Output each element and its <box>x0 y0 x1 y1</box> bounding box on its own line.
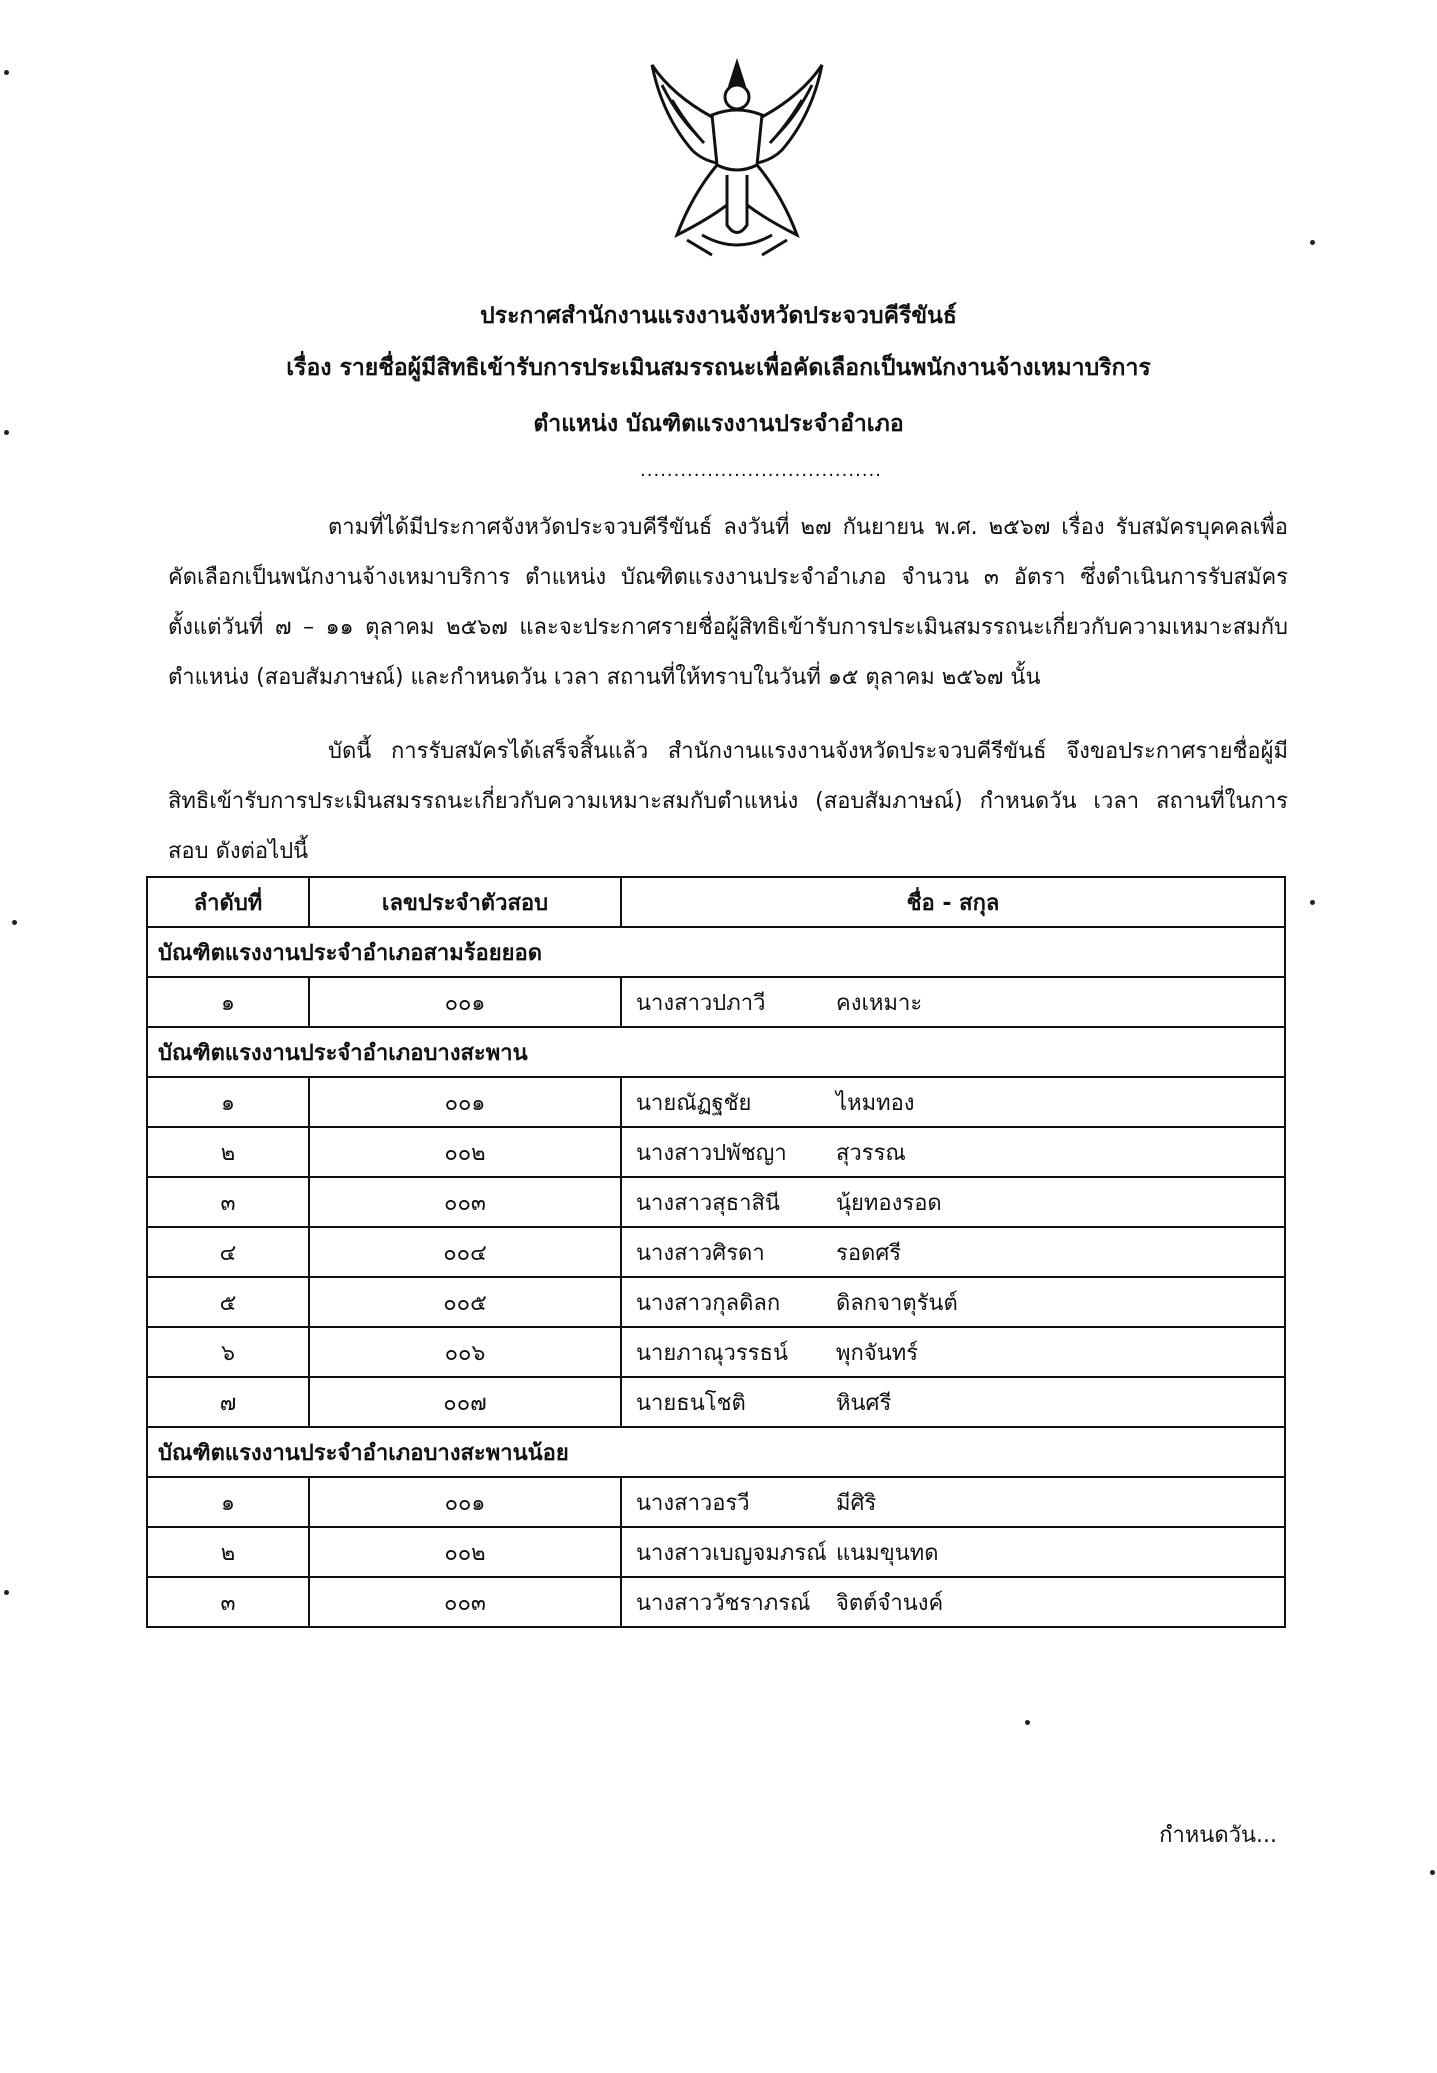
scan-speck <box>1025 1720 1030 1725</box>
table-row <box>147 1127 1285 1177</box>
candidate-last-name: มีศิริ <box>836 1490 877 1516</box>
table-row <box>147 1177 1285 1227</box>
candidate-first-name: นางสาวอรวี <box>636 1490 750 1516</box>
candidate-last-name: แนมขุนทด <box>836 1540 939 1566</box>
candidate-last-name: รอดศรี <box>836 1240 902 1266</box>
cell-order: ๔ <box>147 1227 309 1277</box>
candidate-first-name: นางสาวเบญจมภรณ์ <box>636 1540 827 1566</box>
cell-exam-id: ๐๐๒ <box>309 1127 621 1177</box>
continuation-note: กำหนดวัน... <box>1159 1823 1277 1848</box>
cell-order: ๓ <box>147 1577 309 1627</box>
cell-exam-id: ๐๐๗ <box>309 1377 621 1427</box>
candidate-first-name: นางสาวกุลดิลก <box>636 1290 781 1316</box>
cell-order: ๕ <box>147 1277 309 1327</box>
col-header-exam-id: เลขประจำตัวสอบ <box>309 877 621 927</box>
cell-name <box>621 1077 1285 1127</box>
section-title: บัณฑิตแรงงานประจำอำเภอบางสะพานน้อย <box>147 1427 1285 1477</box>
scan-speck <box>12 920 17 925</box>
candidate-first-name: นายภาณุวรรธน์ <box>636 1340 789 1366</box>
cell-exam-id: ๐๐๖ <box>309 1327 621 1377</box>
cell-order: ๗ <box>147 1377 309 1427</box>
scan-speck <box>1310 240 1315 245</box>
section-row <box>147 1027 1285 1077</box>
candidate-first-name: นายณัฏฐชัย <box>636 1090 752 1116</box>
cell-name <box>621 1127 1285 1177</box>
cell-exam-id: ๐๐๓ <box>309 1577 621 1627</box>
announcement-position: ตำแหน่ง บัณฑิตแรงงานประจำอำเภอ <box>533 411 904 437</box>
cell-name <box>621 1227 1285 1277</box>
candidate-last-name: พุกจันทร์ <box>836 1340 919 1366</box>
candidate-last-name: ดิลกจาตุรันต์ <box>836 1290 958 1316</box>
candidate-last-name: จิตต์จำนงค์ <box>836 1590 944 1616</box>
scan-speck <box>1310 900 1315 905</box>
table-row <box>147 1527 1285 1577</box>
candidate-last-name: คงเหมาะ <box>836 990 923 1016</box>
cell-name <box>621 1277 1285 1327</box>
cell-exam-id: ๐๐๕ <box>309 1277 621 1327</box>
cell-order: ๒ <box>147 1127 309 1177</box>
candidate-last-name: ไหมทอง <box>836 1090 915 1116</box>
scan-speck <box>4 430 9 435</box>
candidate-first-name: นางสาวปพัชญา <box>636 1140 787 1166</box>
cell-exam-id: ๐๐๑ <box>309 977 621 1027</box>
paragraph-announcement-text: บัดนี้ การรับสมัครได้เสร็จสิ้นแล้ว สำนักงานแรงงานจังหวัดประจวบคีรีขันธ์ จึงขอประกาศรายชื่อผู้มีสิทธิเข้ารับการประเมินสมรรถนะเกี่ยวกับความเหมาะสมกับตำแหน่ง (สอบสัมภาษณ์) กำหนดวัน เวลา สถานที่ในการสอบ ดังต่อไปนี้ <box>168 739 1288 864</box>
cell-name <box>621 1477 1285 1527</box>
candidate-first-name: นางสาวสุธาสินี <box>636 1190 780 1216</box>
scan-speck <box>4 70 9 75</box>
table-row <box>147 1577 1285 1627</box>
scan-speck <box>4 1590 9 1595</box>
table-header-row <box>147 877 1285 927</box>
title-separator: .................................... <box>640 460 882 481</box>
section-title: บัณฑิตแรงงานประจำอำเภอสามร้อยยอด <box>147 927 1285 977</box>
table-row <box>147 1277 1285 1327</box>
announcement-subject: เรื่อง รายชื่อผู้มีสิทธิเข้ารับการประเมินสมรรถนะเพื่อคัดเลือกเป็นพนักงานจ้างเหมาบริการ <box>286 355 1151 381</box>
cell-exam-id: ๐๐๑ <box>309 1477 621 1527</box>
candidate-last-name: นุ้ยทองรอด <box>836 1190 942 1216</box>
garuda-emblem-icon <box>632 55 842 265</box>
cell-exam-id: ๐๐๒ <box>309 1527 621 1577</box>
table-row <box>147 1377 1285 1427</box>
cell-exam-id: ๐๐๑ <box>309 1077 621 1127</box>
section-row <box>147 1427 1285 1477</box>
cell-name <box>621 977 1285 1027</box>
cell-order: ๒ <box>147 1527 309 1577</box>
table-body <box>147 927 1285 1627</box>
cell-order: ๑ <box>147 1477 309 1527</box>
cell-exam-id: ๐๐๔ <box>309 1227 621 1277</box>
candidate-table <box>146 876 1286 1628</box>
table-row <box>147 1077 1285 1127</box>
table-row <box>147 1227 1285 1277</box>
col-header-name: ชื่อ - สกุล <box>621 877 1285 927</box>
candidate-first-name: นางสาวปภาวี <box>636 990 766 1016</box>
paragraph-background <box>168 503 1288 703</box>
cell-order: ๓ <box>147 1177 309 1227</box>
col-header-order: ลำดับที่ <box>147 877 309 927</box>
candidate-first-name: นางสาววัชราภรณ์ <box>636 1590 811 1616</box>
table-row <box>147 1327 1285 1377</box>
cell-name <box>621 1327 1285 1377</box>
cell-name <box>621 1177 1285 1227</box>
cell-order: ๑ <box>147 977 309 1027</box>
cell-order: ๑ <box>147 1077 309 1127</box>
candidate-last-name: หินศรี <box>836 1390 892 1416</box>
cell-exam-id: ๐๐๓ <box>309 1177 621 1227</box>
table-row <box>147 1477 1285 1527</box>
cell-name <box>621 1577 1285 1627</box>
cell-name <box>621 1527 1285 1577</box>
candidate-first-name: นายธนโชติ <box>636 1390 746 1416</box>
scan-speck <box>1430 1870 1435 1875</box>
cell-order: ๖ <box>147 1327 309 1377</box>
candidate-first-name: นางสาวศิรดา <box>636 1240 765 1266</box>
announcement-title: ประกาศสำนักงานแรงงานจังหวัดประจวบคีรีขันธ์ <box>480 303 957 329</box>
cell-name <box>621 1377 1285 1427</box>
section-row <box>147 927 1285 977</box>
table-row <box>147 977 1285 1027</box>
candidate-last-name: สุวรรณ <box>836 1140 906 1166</box>
paragraph-announcement <box>168 727 1288 877</box>
paragraph-background-text: ตามที่ได้มีประกาศจังหวัดประจวบคีรีขันธ์ ลงวันที่ ๒๗ กันยายน พ.ศ. ๒๕๖๗ เรื่อง รับสมัครบุคคลเพื่อคัดเลือกเป็นพนักงานจ้างเหมาบริการ ตำแหน่ง บัณฑิตแรงงานประจำอำเภอ จำนวน ๓ อัตรา ซึ่งดำเนินการรับสมัครตั้งแต่วันที่ ๗ – ๑๑ ตุลาคม ๒๕๖๗ และจะประกาศรายชื่อผู้สิทธิเข้ารับการประเมินสมรรถนะเกี่ยวกับความเหมาะสมกับตำแหน่ง (สอบสัมภาษณ์) และกำหนดวัน เวลา สถานที่ให้ทราบในวันที่ ๑๕ ตุลาคม ๒๕๖๗ นั้น <box>168 515 1288 690</box>
section-title: บัณฑิตแรงงานประจำอำเภอบางสะพาน <box>147 1027 1285 1077</box>
